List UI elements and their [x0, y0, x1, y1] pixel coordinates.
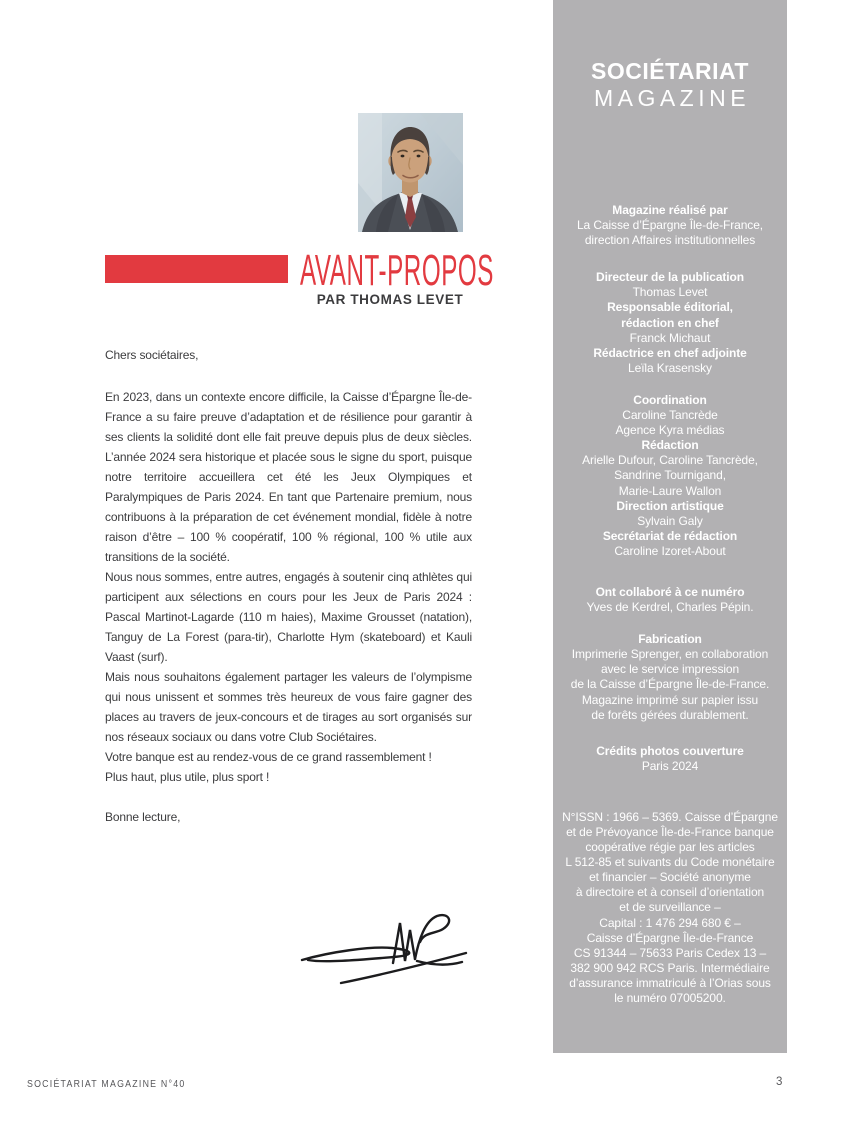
credits-line: Capital : 1 476 294 680 € – — [599, 915, 741, 930]
credits-line: de la Caisse d’Épargne Île-de-France. — [570, 677, 770, 692]
credits-line: Arielle Dufour, Caroline Tancrède, — [582, 453, 758, 468]
credits-line: La Caisse d’Épargne Île-de-France, — [576, 218, 764, 233]
credits-line: Marie-Laure Wallon — [618, 483, 722, 498]
body-paragraph: Plus haut, plus utile, plus sport ! — [105, 770, 270, 784]
credits-container — [553, 203, 787, 1006]
closing-text: Bonne lecture, — [105, 810, 181, 824]
credits-line: et de surveillance – — [619, 900, 721, 915]
credits-heading: rédaction en chef — [621, 315, 719, 330]
credits-section — [558, 270, 782, 376]
signature-image — [296, 903, 474, 991]
credits-line: Magazine imprimé sur papier issu — [581, 692, 759, 707]
credits-heading: Ont collaboré à ce numéro — [595, 584, 745, 599]
credits-section — [558, 393, 782, 559]
credits-line: Caroline Tancrède — [622, 408, 718, 423]
credits-heading: Direction artistique — [616, 498, 724, 513]
credits-line: et financier – Société anonyme — [589, 870, 751, 885]
credits-section — [558, 203, 782, 248]
page-number: 3 — [776, 1076, 783, 1088]
masthead-title: SOCIÉTARIAT — [591, 58, 749, 84]
body-paragraph: Votre banque est au rendez-vous de ce grand rassemblement ! — [105, 750, 432, 764]
portrait-photo — [358, 113, 463, 232]
credits-line: Sylvain Galy — [637, 513, 703, 528]
credits-line: CS 91344 – 75633 Paris Cedex 13 – — [573, 945, 767, 960]
credits-line: d’assurance immatriculé à l’Orias sous — [569, 975, 771, 990]
body-paragraph: Nous nous sommes, entre autres, engagés à soutenir cinq athlètes qui participent aux sélections en cours pour les Jeux de Paris 2024 : Pascal Martinot-Lagarde (110 m haies), Maxime Grousset (natation), Tanguy de La Forest (para-tir), Charlotte Hym (skateboard) et Kauli Vaast (surf). — [105, 570, 472, 664]
article-body — [105, 345, 472, 827]
credits-heading: Fabrication — [638, 632, 702, 647]
credits-line: Sandrine Tournigand, — [614, 468, 726, 483]
credits-section — [558, 810, 782, 1006]
body-paragraph: En 2023, dans un contexte encore difficile, la Caisse d’Épargne Île-de-France a su faire preuve d’adaptation et de résilience pour garantir à ses clients la solidité dont elle fait preuve depuis plus de deux siècles. L’année 2024 sera historique et placée sous le signe du sport, puisque notre territoire accueillera cet été les Jeux Olympiques et Paralympiques de Paris 2024. En tant que Partenaire premium, nous contribuons à la préparation de cet événement mondial, fidèle à notre raison d’être – 100 % coopératif, 100 % régional, 100 % utile aux transitions de la société. — [105, 390, 472, 564]
masthead-subtitle: MAGAZINE — [593, 85, 751, 111]
credits-line: Agence Kyra médias — [615, 423, 725, 438]
credits-line: L 512-85 et suivants du Code monétaire — [565, 855, 775, 870]
credits-line: à directoire et à conseil d’orientation — [575, 885, 765, 900]
credits-line: 382 900 942 RCS Paris. Intermédiaire — [570, 960, 770, 975]
credits-heading: Magazine réalisé par — [612, 203, 728, 217]
credits-line: Caisse d’Épargne Île-de-France — [586, 930, 754, 945]
paragraphs-container — [105, 387, 472, 787]
credits-heading: Rédaction — [641, 438, 699, 453]
credits-line: Caroline Izoret-About — [614, 543, 726, 558]
credits-line: et de Prévoyance Île-de-France banque — [566, 825, 774, 839]
credits-section — [558, 585, 782, 615]
credits-line: le numéro 07005200. — [614, 991, 726, 1006]
credits-line: direction Affaires institutionnelles — [584, 233, 756, 248]
credits-section — [558, 744, 782, 774]
credits-line: de forêts gérées durablement. — [591, 707, 749, 722]
masthead — [553, 58, 787, 113]
credits-line: N°ISSN : 1966 – 5369. Caisse d’Épargne — [562, 809, 778, 824]
sidebar-panel — [553, 0, 787, 1053]
credits-section — [558, 632, 782, 723]
credits-line: Leïla Krasensky — [628, 360, 712, 375]
credits-heading: Responsable éditorial, — [607, 300, 733, 315]
credits-heading: Rédactrice en chef adjointe — [593, 345, 747, 360]
credits-heading: Coordination — [633, 392, 707, 407]
credits-heading: Crédits photos couverture — [596, 743, 744, 758]
credits-line: Thomas Levet — [632, 285, 708, 300]
credits-heading: Secrétariat de rédaction — [602, 528, 738, 543]
credits-line: Yves de Kerdrel, Charles Pépin. — [586, 600, 754, 615]
article-subtitle: PAR THOMAS LEVET — [316, 292, 464, 307]
salutation-text: Chers sociétaires, — [105, 348, 199, 362]
body-paragraph: Mais nous souhaitons également partager les valeurs de l’olympisme qui nous unissent et sommes très heureux de vous faire gagner des places au travers de jeux-concours et de tirages au sort organisés sur nos réseaux sociaux ou dans votre Club Sociétaires. — [105, 670, 472, 744]
credits-line: Franck Michaut — [629, 330, 711, 345]
page-title: AVANT-PROPOS — [300, 246, 494, 295]
credits-heading: Directeur de la publication — [596, 270, 744, 285]
credits-line: Paris 2024 — [641, 758, 699, 773]
accent-bar — [105, 255, 288, 283]
credits-line: avec le service impression — [600, 662, 740, 677]
credits-line: Imprimerie Sprenger, en collaboration — [571, 647, 769, 662]
credits-line: coopérative régie par les articles — [585, 840, 755, 855]
footer-label: SOCIÉTARIAT MAGAZINE N°40 — [27, 1079, 186, 1090]
